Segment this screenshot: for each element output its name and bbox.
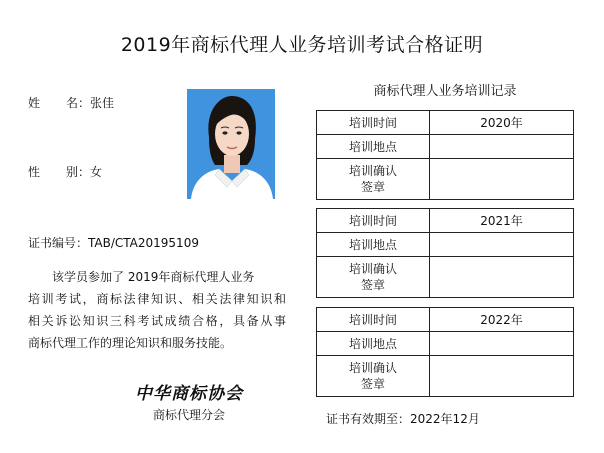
training-place-value [430,135,573,158]
training-record-table [316,110,574,200]
validity-label: 证书有效期至： [326,412,411,426]
training-time-label: 培训时间 [317,209,430,232]
certificate-number-field [28,234,199,251]
training-time-label: 培训时间 [317,111,430,134]
training-time-row [317,209,573,233]
name-field [28,94,114,111]
statement-line: 培训考试，商标法律知识、相关法律知识和 [28,292,286,306]
statement-line: 相关诉讼知识三科考试成绩合格，具备从事 [28,314,286,328]
training-time-row [317,308,573,332]
training-confirm-value [430,257,573,297]
confirm-label-line1: 培训确认 [348,164,397,178]
training-place-label: 培训地点 [317,135,430,158]
training-record-table [316,208,574,298]
association-signature: 中华商标协会 [135,384,243,404]
training-confirm-row [317,257,573,297]
name-label-a: 姓 [28,96,41,110]
confirm-label-line2: 签章 [360,278,385,292]
training-place-label: 培训地点 [317,332,430,355]
training-confirm-value [430,356,573,396]
training-confirm-label [317,159,430,199]
training-year: 2021年 [480,214,523,228]
gender-label-a: 性 [28,165,41,179]
certificate-title: 2019年商标代理人业务培训考试合格证明 [120,34,484,56]
confirm-label-line2: 签章 [360,180,385,194]
training-confirm-row [317,356,573,396]
training-confirm-label [317,257,430,297]
branch-name: 商标代理分会 [153,408,226,422]
training-year: 2022年 [480,313,523,327]
qualification-statement [28,266,286,354]
training-place-row [317,332,573,356]
training-record-title: 商标代理人业务培训记录 [373,84,517,99]
training-time-label: 培训时间 [317,308,430,331]
training-place-value [430,332,573,355]
gender-value: 女 [90,165,103,179]
confirm-label-line2: 签章 [360,377,385,391]
training-confirm-value [430,159,573,199]
training-place-row [317,233,573,257]
training-time-row [317,111,573,135]
training-year: 2020年 [480,116,523,130]
id-photo [187,89,275,199]
training-confirm-label [317,356,430,396]
gender-field [28,163,102,180]
certificate-number-label: 证书编号： [28,236,89,250]
validity-field [326,410,480,427]
portrait-image [187,89,275,199]
training-place-label: 培训地点 [317,233,430,256]
validity-date: 2022年12月 [410,412,480,426]
name-value: 张佳 [90,96,115,110]
gender-label-b: 别： [66,165,91,179]
confirm-label-line1: 培训确认 [348,262,397,276]
training-record-table [316,307,574,397]
name-label-b: 名： [66,96,91,110]
training-place-row [317,135,573,159]
statement-line: 商标代理工作的理论知识和服务技能。 [28,336,233,350]
certificate-number-value: TAB/CTA20195109 [88,236,199,250]
training-confirm-row [317,159,573,199]
confirm-label-line1: 培训确认 [348,361,397,375]
statement-line: 该学员参加了 2019年商标代理人业务 [52,270,255,284]
training-place-value [430,233,573,256]
